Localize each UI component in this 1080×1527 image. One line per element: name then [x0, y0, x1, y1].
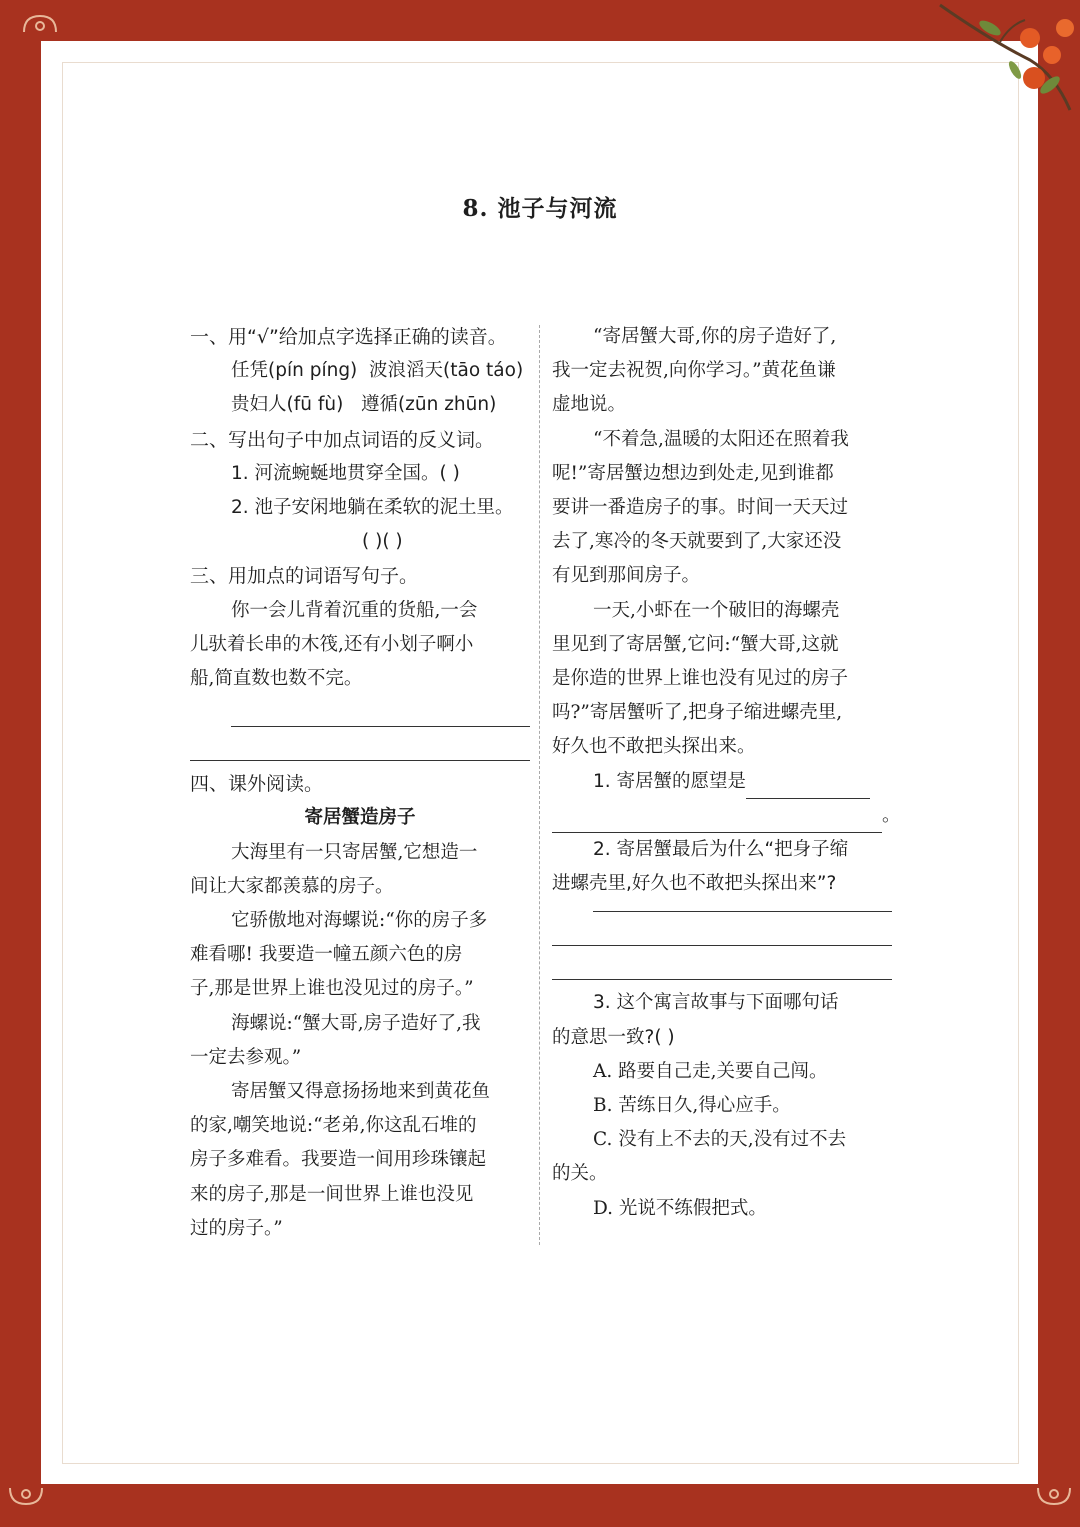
- column-divider: [539, 325, 540, 1245]
- story-line: 去了,寒冷的冬天就要到了,大家还没: [552, 531, 842, 553]
- answer-blank[interactable]: [552, 810, 882, 833]
- section-3-heading: 三、用加点的词语写句子。: [190, 565, 419, 588]
- answer-blank[interactable]: [746, 776, 870, 799]
- story-line: 虚地说。: [552, 394, 627, 416]
- reading-question-2-cont: 进螺壳里,好久也不敢把头探出来”?: [552, 873, 837, 895]
- story-line: 大海里有一只寄居蟹,它想造一: [231, 841, 478, 863]
- reading-question-1-cont: [552, 799, 901, 833]
- reading-question-1: [552, 765, 892, 799]
- option-a: A. 路要自己走,关要自己闯。: [593, 1060, 828, 1082]
- question-2-item-1: 1. 河流蜿蜒地贯穿全国。( ): [231, 462, 460, 484]
- story-line: 来的房子,那是一间世界上谁也没见: [190, 1183, 474, 1205]
- answer-line[interactable]: [552, 912, 892, 946]
- pinyin-item: 任凭(pín píng): [231, 360, 358, 382]
- left-column: [190, 320, 530, 1246]
- story-line: 的家,嘲笑地说:“老弟,你这乱石堆的: [190, 1115, 477, 1137]
- persimmon-branch-icon: [930, 0, 1080, 120]
- story-line: 好久也不敢把头探出来。: [552, 736, 756, 758]
- right-column: [552, 320, 901, 1226]
- paragraph-line: 船,简直数也数不完。: [190, 668, 363, 690]
- question-1-row-2: [190, 388, 530, 422]
- story-line: 间让大家都羡慕的房子。: [190, 875, 394, 897]
- story-line: 有见到那间房子。: [552, 565, 701, 587]
- paragraph-line: 儿驮着长串的木筏,还有小划子啊小: [190, 633, 474, 655]
- corner-ornament-icon: [1034, 1484, 1074, 1508]
- question-2-item-2: 2. 池子安闲地躺在柔软的泥土里。: [231, 497, 514, 519]
- story-line: “寄居蟹大哥,你的房子造好了,: [593, 326, 837, 347]
- story-line: 一定去参观。”: [190, 1046, 302, 1068]
- story-line: 吗?”寄居蟹听了,把身子缩进螺壳里,: [552, 702, 843, 724]
- section-4-heading: 四、课外阅读。: [190, 773, 324, 796]
- question-text: 1. 寄居蟹的愿望是: [593, 770, 747, 792]
- story-line: 要讲一番造房子的事。时间一天天过: [552, 497, 849, 519]
- story-line: 我一定去祝贺,向你学习。”黄花鱼谦: [552, 360, 836, 382]
- section-1-heading: 一、用“√”给加点字选择正确的读音。: [190, 326, 507, 348]
- period: 。: [882, 804, 901, 826]
- page-title: 8. 池子与河流: [462, 195, 618, 222]
- story-line: 一天,小虾在一个破旧的海螺壳: [593, 599, 840, 621]
- story-line: 里见到了寄居蟹,它问:“蟹大哥,这就: [552, 633, 839, 655]
- story-line: 难看哪! 我要造一幢五颜六色的房: [190, 944, 463, 966]
- story-title: 寄居蟹造房子: [304, 807, 416, 829]
- question-1-row-1: [190, 354, 530, 388]
- answer-line[interactable]: [190, 727, 530, 761]
- story-line: 寄居蟹又得意扬扬地来到黄花鱼: [231, 1081, 491, 1103]
- option-b: B. 苦练日久,得心应手。: [593, 1095, 791, 1117]
- option-d: D. 光说不练假把式。: [593, 1197, 767, 1219]
- story-line: 海螺说:“蟹大哥,房子造好了,我: [231, 1012, 481, 1034]
- reading-question-3-cont: 的意思一致?( ): [552, 1026, 675, 1048]
- answer-blanks: ( )( ): [362, 531, 403, 553]
- story-line: “不着急,温暖的太阳还在照着我: [593, 428, 849, 450]
- story-line: 过的房子。”: [190, 1217, 283, 1239]
- pinyin-item: 遵循(zūn zhūn): [360, 394, 497, 416]
- answer-line[interactable]: [231, 716, 530, 727]
- answer-line[interactable]: [552, 946, 892, 980]
- reading-question-2: 2. 寄居蟹最后为什么“把身子缩: [593, 839, 849, 861]
- section-2-heading: 二、写出句子中加点词语的反义词。: [190, 428, 495, 451]
- paragraph-line: 你一会儿背着沉重的货船,一会: [231, 599, 478, 621]
- corner-ornament-icon: [6, 1484, 46, 1508]
- story-line: 子,那是世界上谁也没见过的房子。”: [190, 978, 474, 1000]
- option-c: C. 没有上不去的天,没有过不去: [593, 1129, 847, 1151]
- story-line: 是你造的世界上谁也没有见过的房子: [552, 668, 849, 690]
- story-line: 它骄傲地对海螺说:“你的房子多: [231, 910, 488, 932]
- pinyin-item: 波浪滔天(tāo táo): [369, 360, 524, 382]
- reading-question-3: 3. 这个寓言故事与下面哪句话: [593, 992, 839, 1014]
- corner-ornament-icon: [20, 12, 60, 36]
- option-c-cont: 的关。: [552, 1163, 608, 1185]
- story-line: 呢!”寄居蟹边想边到处走,见到谁都: [552, 462, 834, 484]
- story-line: 房子多难看。我要造一间用珍珠镶起: [190, 1149, 487, 1171]
- pinyin-item: 贵妇人(fū fù): [231, 394, 344, 416]
- answer-line[interactable]: [593, 901, 892, 912]
